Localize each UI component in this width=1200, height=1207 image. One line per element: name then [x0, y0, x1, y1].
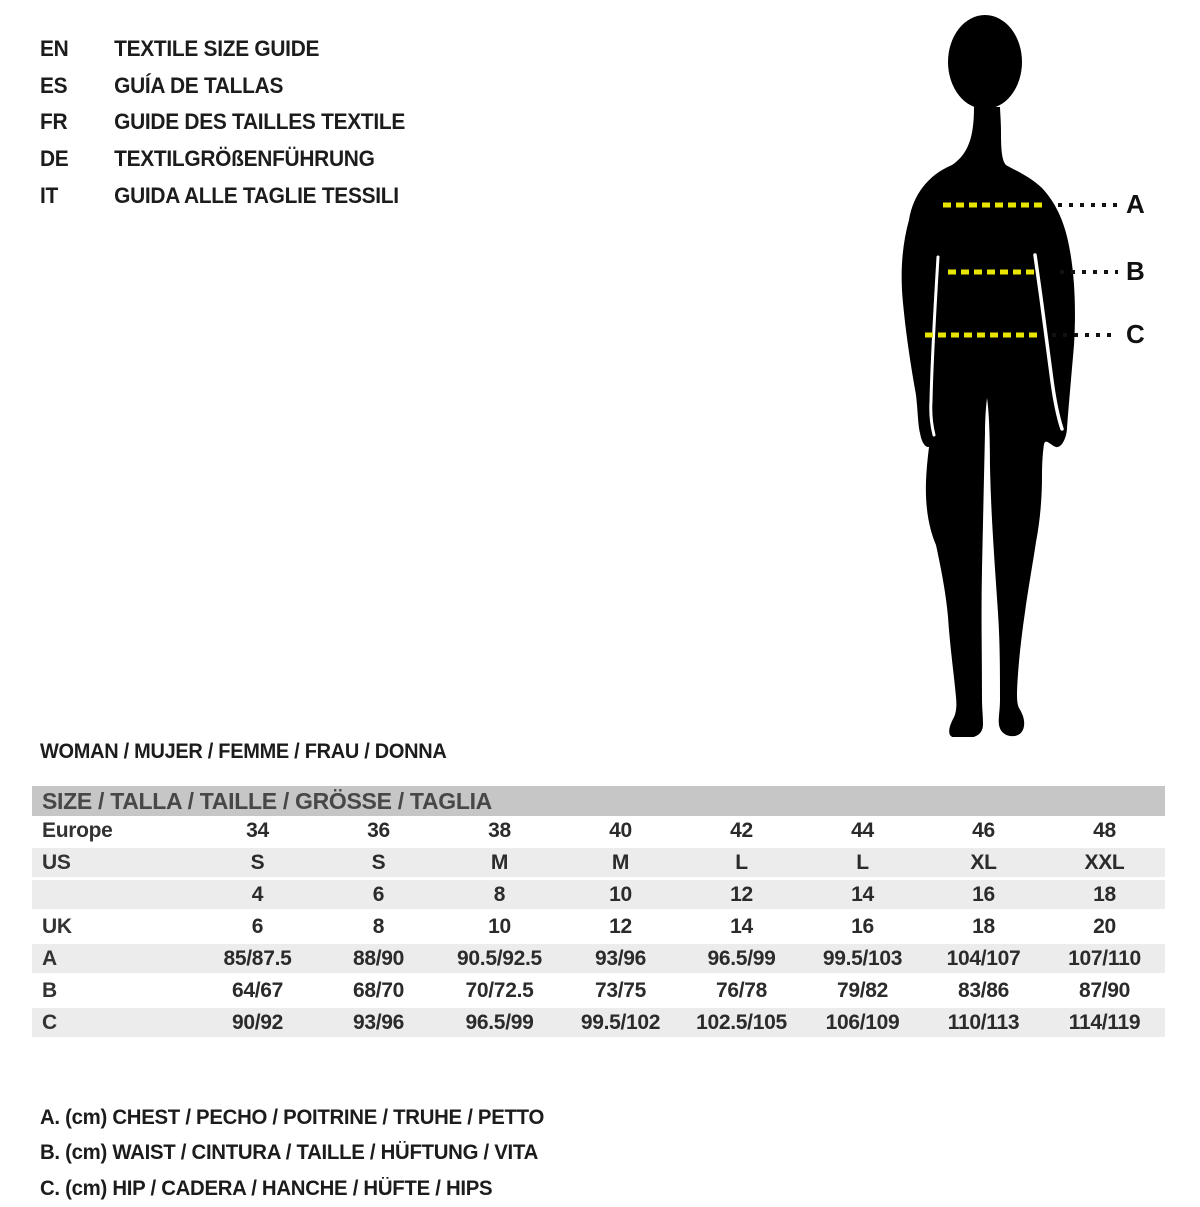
cell-value: 76/78: [715, 978, 768, 1002]
cell-value: 107/110: [1068, 946, 1141, 970]
cell-value: M: [611, 850, 630, 874]
size-table: [32, 786, 1165, 1040]
language-label: GUÍA DE TALLAS: [114, 72, 284, 98]
silhouette-head: [948, 15, 1022, 109]
table-row: [32, 816, 1165, 848]
cell-value: 110/113: [947, 1010, 1020, 1034]
language-code: ES: [40, 72, 68, 98]
cell-value: 16: [972, 882, 995, 906]
cell-value: S: [250, 850, 265, 874]
table-row: [32, 944, 1165, 976]
cell-value: 8: [372, 914, 385, 938]
language-row: [40, 141, 405, 178]
cell-value: 79/82: [836, 978, 889, 1002]
cell-value: 64/67: [231, 978, 284, 1002]
cell-value: 10: [609, 882, 632, 906]
language-row: [40, 104, 405, 141]
cell-value: 106/109: [825, 1010, 900, 1034]
cell-value: 40: [609, 818, 632, 842]
cell-value: 87/90: [1078, 978, 1131, 1002]
table-body: [32, 816, 1165, 1040]
table-row: [32, 1008, 1165, 1040]
cell-value: 18: [972, 914, 995, 938]
language-row: [40, 31, 405, 68]
language-code: DE: [40, 146, 69, 172]
language-row: [40, 177, 405, 214]
table-row: [32, 848, 1165, 880]
language-row: [40, 68, 405, 105]
cell-value: 90.5/92.5: [457, 946, 542, 970]
cell-value: 96.5/99: [707, 946, 776, 970]
cell-value: 6: [372, 882, 385, 906]
cell-value: 34: [246, 818, 269, 842]
cell-value: 44: [851, 818, 874, 842]
language-label: GUIDE DES TAILLES TEXTILE: [114, 109, 406, 135]
cell-value: M: [490, 850, 509, 874]
language-label: GUIDA ALLE TAGLIE TESSILI: [114, 182, 399, 208]
cell-value: 104/107: [946, 946, 1021, 970]
cell-value: L: [856, 850, 869, 874]
measure-label-a: A: [1126, 189, 1145, 219]
cell-value: 10: [488, 914, 511, 938]
cell-value: 83/86: [957, 978, 1010, 1002]
language-label: TEXTILE SIZE GUIDE: [114, 36, 320, 62]
section-title: WOMAN / MUJER / FEMME / FRAU / DONNA: [40, 740, 447, 763]
row-label: UK: [42, 914, 72, 938]
legend-line: A. (cm) CHEST / PECHO / POITRINE / TRUHE / PETTO: [40, 1105, 545, 1129]
cell-value: 46: [972, 818, 995, 842]
cell-value: 36: [367, 818, 390, 842]
cell-value: 93/96: [594, 946, 647, 970]
table-row: [32, 912, 1165, 944]
cell-value: 85/87.5: [223, 946, 292, 970]
row-label: Europe: [42, 818, 113, 842]
language-code: FR: [40, 109, 68, 135]
cell-value: 90/92: [231, 1010, 284, 1034]
cell-value: 8: [493, 882, 506, 906]
cell-value: 48: [1093, 818, 1116, 842]
cell-value: XXL: [1084, 850, 1125, 874]
cell-value: 93/96: [352, 1010, 405, 1034]
language-label: TEXTILGRÖßENFÜHRUNG: [114, 146, 375, 172]
measure-label-b: B: [1126, 256, 1145, 286]
cell-value: 68/70: [352, 978, 405, 1002]
cell-value: 99.5/103: [822, 946, 903, 970]
cell-value: 6: [251, 914, 264, 938]
cell-value: 18: [1093, 882, 1116, 906]
cell-value: 73/75: [594, 978, 647, 1002]
cell-value: 38: [488, 818, 511, 842]
cell-value: L: [735, 850, 748, 874]
table-row: [32, 976, 1165, 1008]
cell-value: 14: [730, 914, 753, 938]
cell-value: 102.5/105: [696, 1010, 787, 1034]
table-row: [32, 880, 1165, 912]
woman-silhouette: [890, 15, 1160, 737]
cell-value: 16: [851, 914, 874, 938]
cell-value: 12: [730, 882, 753, 906]
measurement-legend: [40, 1100, 560, 1207]
silhouette-body: [902, 107, 1075, 737]
measure-label-c: C: [1126, 319, 1145, 349]
language-code: IT: [40, 182, 59, 208]
table-header: SIZE / TALLA / TAILLE / GRÖSSE / TAGLIA: [32, 786, 1165, 816]
cell-value: 12: [609, 914, 632, 938]
row-label: B: [42, 978, 57, 1002]
row-label: US: [42, 850, 71, 874]
cell-value: S: [371, 850, 386, 874]
cell-value: 88/90: [352, 946, 405, 970]
legend-line: C. (cm) HIP / CADERA / HANCHE / HÜFTE / HIPS: [40, 1176, 493, 1200]
cell-value: XL: [970, 850, 997, 874]
language-code: EN: [40, 36, 69, 62]
row-label: C: [42, 1010, 57, 1034]
cell-value: 99.5/102: [580, 1010, 661, 1034]
language-list: [40, 31, 405, 214]
cell-value: 70/72.5: [465, 978, 534, 1002]
row-label: A: [42, 946, 57, 970]
cell-value: 4: [251, 882, 264, 906]
cell-value: 42: [730, 818, 753, 842]
cell-value: 14: [851, 882, 874, 906]
cell-value: 96.5/99: [465, 1010, 534, 1034]
legend-line: B. (cm) WAIST / CINTURA / TAILLE / HÜFTUNG / VITA: [40, 1141, 538, 1165]
cell-value: 20: [1093, 914, 1116, 938]
cell-value: 114/119: [1068, 1010, 1141, 1034]
